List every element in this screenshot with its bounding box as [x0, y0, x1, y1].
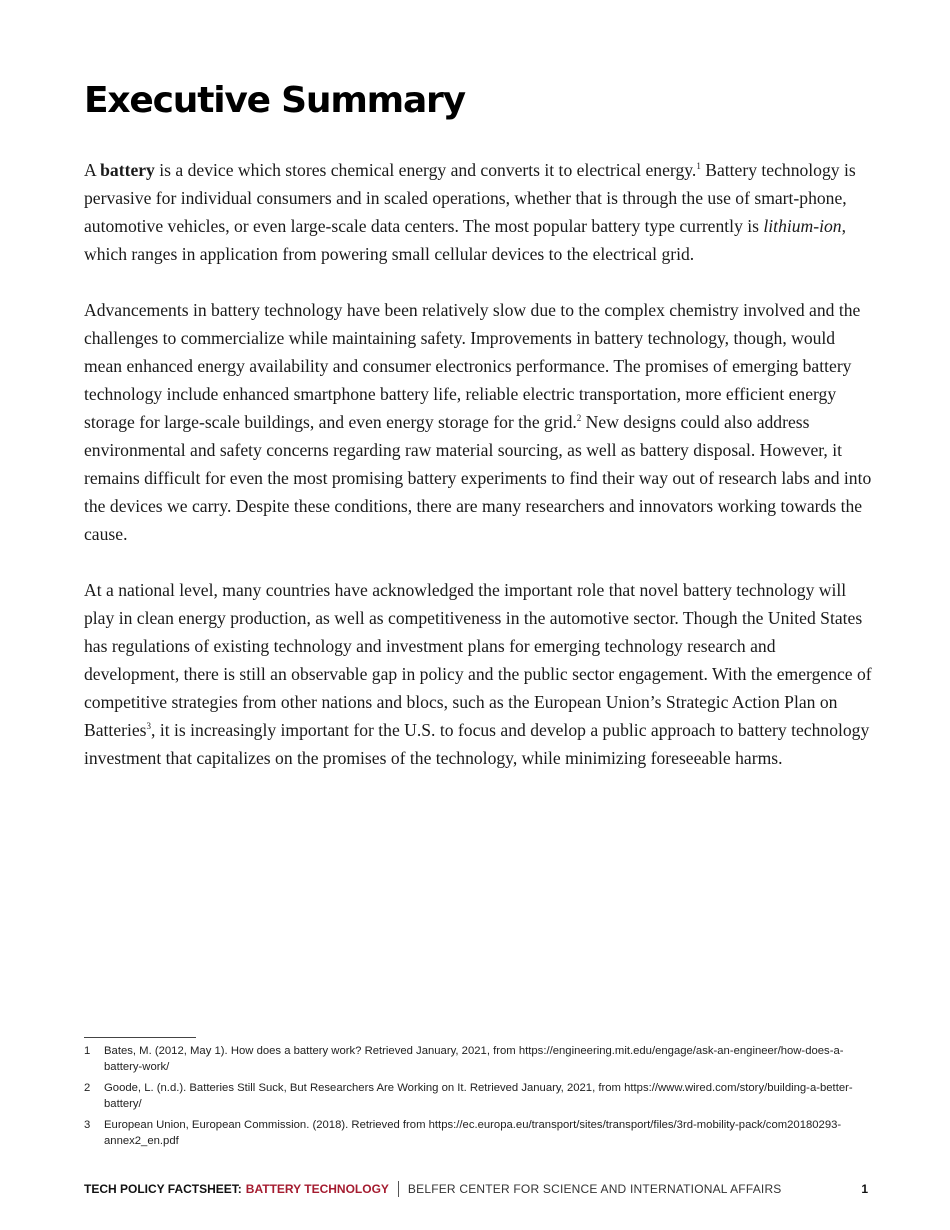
text-run: New designs could also address environmental and safety concerns regarding raw material sourcing, as well as battery disposal. However, it remains difficult for even the most promising battery experiments to find their way out of research labs and into the devices we carry. Despite these conditions, there are many researchers and innovators working towards the cause.: [84, 412, 872, 544]
text-run: Battery technology is pervasive for individual consumers and in scaled operations, whether that is through the use of smart-phone, automotive vehicles, or even large-scale data centers. The most popular battery type currently is: [84, 160, 856, 236]
footnote-text: European Union, European Commission. (2018). Retrieved from https://ec.europa.eu/transport/sites/transport/files/3rd-mobility-pack/com20180293-annex2_en.pdf: [104, 1119, 842, 1147]
footnote-ref: 2: [576, 413, 582, 423]
summary-body: [84, 156, 874, 800]
footer-organization: BELFER CENTER FOR SCIENCE AND INTERNATIONAL AFFAIRS: [407, 1182, 782, 1196]
text-run: , it is increasingly important for the U.S. to focus and develop a public approach to battery technology investment that capitalizes on the promises of the technology, while minimizing foreseeable harms.: [84, 720, 870, 768]
text-run: Advancements in battery technology have been relatively slow due to the complex chemistry involved and the challenges to commercialize while maintaining safety. Improvements in battery technology, though, would mean enhanced energy availability and consumer electronics performance. The promises of emerging battery technology include enhanced smartphone battery life, reliable electric transportation, more efficient energy storage for large-scale buildings, and even energy storage for the grid.: [84, 300, 861, 432]
footnote-divider: [84, 1037, 196, 1038]
footnotes: [84, 1037, 854, 1155]
paragraph-2: [84, 296, 874, 548]
footnote-number: 1: [84, 1045, 91, 1057]
footnote-number: 3: [84, 1119, 91, 1131]
footnote: [84, 1081, 854, 1112]
text-run: At a national level, many countries have acknowledged the important role that novel battery technology will play in clean energy production, as well as competitiveness in the automotive sector. Though the United States has regulations of existing technology and investment plans for emerging technology research and development, there is still an observable gap in policy and the public sector engagement. With the emergence of competitive strategies from other nations and blocs, such as the European Union’s Strategic Action Plan on Batteries: [84, 580, 872, 740]
text-run: is a device which stores chemical energy and converts it to electrical energy.: [154, 160, 697, 180]
paragraph-1: [84, 156, 874, 268]
text-run: A: [84, 160, 101, 180]
footnote-ref: 3: [146, 721, 152, 731]
italic-term: lithium-ion: [763, 216, 842, 236]
page-number: 1: [861, 1182, 868, 1196]
paragraph-3: [84, 576, 874, 772]
footnote-text: Goode, L. (n.d.). Batteries Still Suck, But Researchers Are Working on It. Retrieved January, 2021, from https://www.wired.com/story/building-a-better-battery/: [104, 1082, 853, 1110]
footnote-text: Bates, M. (2012, May 1). How does a battery work? Retrieved January, 2021, from https://engineering.mit.edu/engage/ask-an-engineer/how-does-a-battery-work/: [104, 1045, 844, 1073]
footer-series: TECH POLICY FACTSHEET:: [84, 1182, 242, 1196]
page-footer: [84, 1181, 868, 1197]
footnote-ref: 1: [696, 161, 701, 171]
footnote-number: 2: [84, 1082, 91, 1094]
footnote: [84, 1044, 854, 1075]
footer-divider: [398, 1181, 399, 1197]
footer-topic: BATTERY TECHNOLOGY: [245, 1182, 389, 1196]
text-run: , which ranges in application from powering small cellular devices to the electrical grid.: [84, 216, 847, 264]
bold-term: battery: [100, 160, 155, 180]
footnote: [84, 1118, 854, 1149]
page-title: Executive Summary: [84, 80, 465, 121]
